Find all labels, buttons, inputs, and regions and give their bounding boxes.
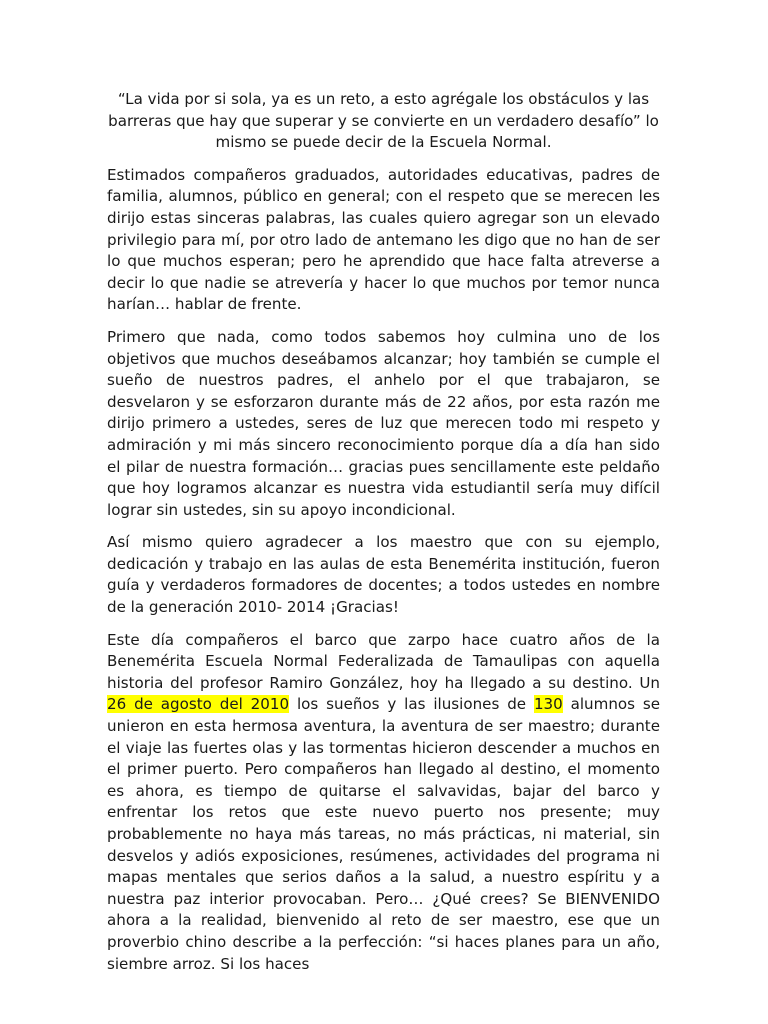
paragraph-journey-part-3: alumnos se unieron en esta hermosa aventura, la aventura de ser maestro; durante el viaje las fuertes olas y las tormentas hicieron descender a muchos en el primer puerto. Pero compañeros han llegado al destino, el momento es ahora, es tiempo de quitarse el salvavidas, bajar del barco y enfrentar los retos que este nuevo puerto nos presente; muy probablemente no haya más tareas, no más prácticas, ni material, sin desvelos y adiós exposiciones, resúmenes, actividades del programa ni mapas mentales que serios daños a la salud, a nuestro espíritu y a nuestra paz interior provocaban. Pero… ¿Qué crees? Se BIENVENIDO ahora a la realidad, bienvenido al reto de ser maestro, ese que un proverbio chino describe a la perfección: “si haces planes para un año, siembre arroz. Si los haces [107,695,661,973]
paragraph-teachers: Así mismo quiero agradecer a los maestro que con su ejemplo, dedicación y trabajo en las aulas de esta Benemérita institución, fueron guía y verdaderos formadores de docentes; a todos ustedes en nombre de la generación 2010- 2014 ¡Gracias! [107,533,660,617]
paragraph-greeting: Estimados compañeros graduados, autoridades educativas, padres de familia, alumnos, público en general; con el respeto que se merecen les dirijo estas sinceras palabras, las cuales quiero agregar son un elevado privilegio para mí, por otro lado de antemano les digo que no han de ser lo que muchos esperan; pero he aprendido que hace falta atreverse a decir lo que nadie se atrevería y hacer lo que muchos por temor nunca harían… hablar de frente. [107,165,660,314]
document-page [107,89,660,986]
paragraph-journey [107,630,660,976]
paragraph-journey-part-1: Este día compañeros el barco que zarpo hace cuatro años de la Benemérita Escuela Normal Federalizada de Tamaulipas con aquella historia del profesor Ramiro González, hoy ha llegado a su destino. Un [107,630,660,692]
opening-quote: “La vida por si sola, ya es un reto, a esto agrégale los obstáculos y las barreras que hay que superar y se convierte en un verdadero desafío” lo mismo se puede decir de la Escuela Normal. [108,90,659,152]
paragraph-parents: Primero que nada, como todos sabemos hoy culmina uno de los objetivos que muchos deseábamos alcanzar; hoy también se cumple el sueño de nuestros padres, el anhelo por el que trabajaron, se desvelaron y se esforzaron durante más de 22 años, por esta razón me dirijo primero a ustedes, seres de luz que merecen todo mi respeto y admiración y mi más sincero reconocimiento porque día a día han sido el pilar de nuestra formación… gracias pues sencillamente este peldaño que hoy logramos alcanzar es nuestra vida estudiantil sería muy difícil lograr sin ustedes, sin su apoyo incondicional. [107,327,660,519]
highlight-count: 130 [533,695,563,714]
paragraph-journey-part-2: los sueños y las ilusiones de [289,695,534,714]
highlight-date: 26 de agosto del 2010 [107,695,290,714]
